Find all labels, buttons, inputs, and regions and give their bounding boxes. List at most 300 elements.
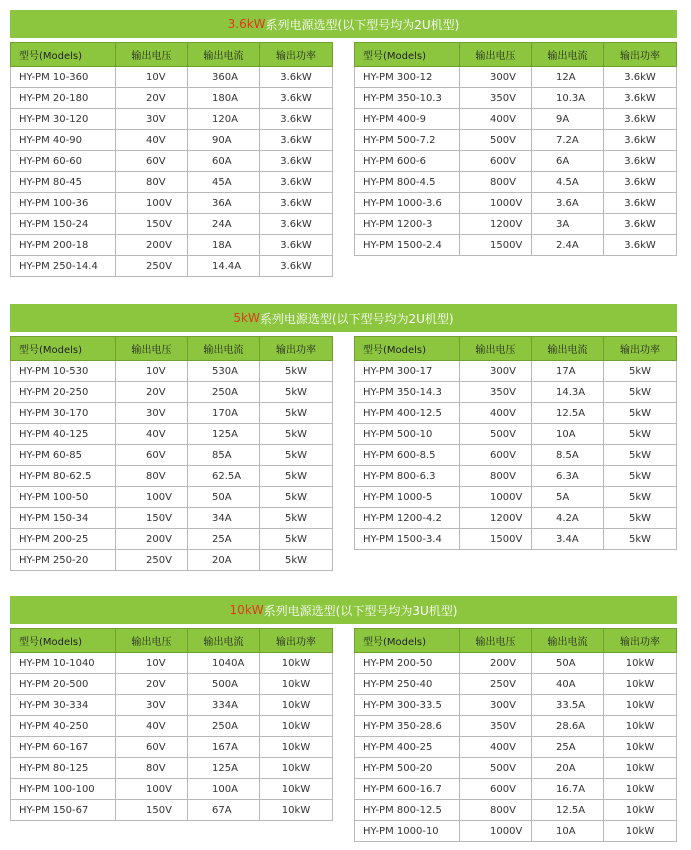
section-banner-10kw xyxy=(10,596,677,624)
table-row xyxy=(355,193,677,214)
table-row xyxy=(355,445,677,466)
table-row xyxy=(11,529,333,550)
table-row xyxy=(11,361,333,382)
cell-model: HY-PM 300-33.5 xyxy=(355,695,460,716)
cell-model: HY-PM 20-250 xyxy=(11,382,116,403)
header-voltage: 输出电压 xyxy=(116,43,188,67)
cell-model: HY-PM 500-10 xyxy=(355,424,460,445)
header-row xyxy=(355,337,677,361)
cell-voltage: 350V xyxy=(460,716,532,737)
cell-power: 5kW xyxy=(604,508,677,529)
table-row xyxy=(11,172,333,193)
cell-power: 3.6kW xyxy=(604,130,677,151)
cell-voltage: 40V xyxy=(116,716,188,737)
section-banner-5kw xyxy=(10,304,677,332)
cell-model: HY-PM 150-67 xyxy=(11,800,116,821)
cell-model: HY-PM 60-60 xyxy=(11,151,116,172)
cell-current: 360A xyxy=(188,67,260,88)
cell-voltage: 80V xyxy=(116,172,188,193)
cell-model: HY-PM 300-12 xyxy=(355,67,460,88)
table-row xyxy=(355,737,677,758)
banner-highlight: 10kW xyxy=(229,603,264,617)
cell-power: 5kW xyxy=(260,508,333,529)
cell-voltage: 20V xyxy=(116,88,188,109)
cell-current: 250A xyxy=(188,382,260,403)
cell-current: 500A xyxy=(188,674,260,695)
cell-current: 250A xyxy=(188,716,260,737)
cell-power: 10kW xyxy=(260,674,333,695)
cell-power: 10kW xyxy=(604,800,677,821)
cell-current: 180A xyxy=(188,88,260,109)
cell-power: 5kW xyxy=(604,361,677,382)
cell-voltage: 1000V xyxy=(460,193,532,214)
cell-current: 3A xyxy=(532,214,604,235)
cell-voltage: 1200V xyxy=(460,214,532,235)
table-row xyxy=(11,403,333,424)
cell-voltage: 30V xyxy=(116,109,188,130)
cell-power: 3.6kW xyxy=(604,151,677,172)
cell-current: 14.4A xyxy=(188,256,260,277)
cell-model: HY-PM 100-100 xyxy=(11,779,116,800)
cell-voltage: 1500V xyxy=(460,235,532,256)
header-power: 输出功率 xyxy=(260,43,333,67)
cell-model: HY-PM 1500-3.4 xyxy=(355,529,460,550)
cell-model: HY-PM 20-500 xyxy=(11,674,116,695)
cell-voltage: 1200V xyxy=(460,508,532,529)
cell-power: 10kW xyxy=(604,737,677,758)
header-model: 型号(Models) xyxy=(11,629,116,653)
cell-model: HY-PM 1000-3.6 xyxy=(355,193,460,214)
cell-voltage: 60V xyxy=(116,151,188,172)
cell-voltage: 100V xyxy=(116,487,188,508)
cell-model: HY-PM 80-62.5 xyxy=(11,466,116,487)
cell-voltage: 40V xyxy=(116,424,188,445)
cell-model: HY-PM 150-34 xyxy=(11,508,116,529)
cell-model: HY-PM 500-20 xyxy=(355,758,460,779)
header-voltage: 输出电压 xyxy=(460,629,532,653)
cell-current: 25A xyxy=(532,737,604,758)
cell-power: 5kW xyxy=(260,424,333,445)
cell-current: 125A xyxy=(188,424,260,445)
cell-current: 100A xyxy=(188,779,260,800)
cell-current: 36A xyxy=(188,193,260,214)
cell-power: 10kW xyxy=(604,695,677,716)
cell-voltage: 30V xyxy=(116,403,188,424)
cell-power: 3.6kW xyxy=(604,193,677,214)
table-row xyxy=(11,487,333,508)
cell-power: 3.6kW xyxy=(604,67,677,88)
cell-voltage: 800V xyxy=(460,172,532,193)
model-table xyxy=(10,42,333,277)
cell-power: 10kW xyxy=(604,674,677,695)
header-power: 输出功率 xyxy=(260,629,333,653)
cell-power: 5kW xyxy=(260,550,333,571)
cell-power: 3.6kW xyxy=(604,88,677,109)
cell-voltage: 100V xyxy=(116,779,188,800)
cell-current: 12A xyxy=(532,67,604,88)
cell-power: 5kW xyxy=(260,529,333,550)
banner-text: 系列电源选型(以下型号均为2U机型) xyxy=(265,17,460,32)
cell-power: 3.6kW xyxy=(260,172,333,193)
cell-current: 14.3A xyxy=(532,382,604,403)
cell-model: HY-PM 250-40 xyxy=(355,674,460,695)
cell-current: 24A xyxy=(188,214,260,235)
cell-voltage: 500V xyxy=(460,130,532,151)
cell-model: HY-PM 500-7.2 xyxy=(355,130,460,151)
cell-current: 12.5A xyxy=(532,403,604,424)
cell-power: 5kW xyxy=(260,382,333,403)
cell-voltage: 600V xyxy=(460,445,532,466)
cell-model: HY-PM 150-24 xyxy=(11,214,116,235)
cell-power: 5kW xyxy=(604,466,677,487)
section-banner-3.6kw xyxy=(10,10,677,38)
cell-power: 3.6kW xyxy=(604,235,677,256)
cell-current: 34A xyxy=(188,508,260,529)
table-row xyxy=(355,424,677,445)
cell-model: HY-PM 40-90 xyxy=(11,130,116,151)
table-row xyxy=(11,214,333,235)
cell-voltage: 300V xyxy=(460,67,532,88)
banner-highlight: 3.6kW xyxy=(227,17,266,31)
cell-power: 5kW xyxy=(260,445,333,466)
cell-voltage: 400V xyxy=(460,109,532,130)
cell-voltage: 300V xyxy=(460,361,532,382)
cell-model: HY-PM 400-12.5 xyxy=(355,403,460,424)
cell-voltage: 500V xyxy=(460,758,532,779)
cell-current: 1040A xyxy=(188,653,260,674)
cell-voltage: 400V xyxy=(460,403,532,424)
table-row xyxy=(355,758,677,779)
cell-current: 8.5A xyxy=(532,445,604,466)
cell-power: 5kW xyxy=(604,424,677,445)
cell-current: 4.5A xyxy=(532,172,604,193)
cell-power: 5kW xyxy=(260,487,333,508)
table-row xyxy=(11,550,333,571)
cell-current: 50A xyxy=(532,653,604,674)
cell-model: HY-PM 80-45 xyxy=(11,172,116,193)
cell-current: 90A xyxy=(188,130,260,151)
cell-power: 10kW xyxy=(260,695,333,716)
cell-current: 3.6A xyxy=(532,193,604,214)
cell-current: 530A xyxy=(188,361,260,382)
table-row xyxy=(355,821,677,842)
cell-current: 20A xyxy=(188,550,260,571)
cell-model: HY-PM 800-4.5 xyxy=(355,172,460,193)
table-row xyxy=(355,109,677,130)
table-row xyxy=(355,695,677,716)
header-model: 型号(Models) xyxy=(355,629,460,653)
header-row xyxy=(11,43,333,67)
header-voltage: 输出电压 xyxy=(116,629,188,653)
cell-current: 28.6A xyxy=(532,716,604,737)
header-model: 型号(Models) xyxy=(355,43,460,67)
banner-highlight: 5kW xyxy=(233,311,260,325)
table-row xyxy=(11,88,333,109)
model-table xyxy=(354,628,677,842)
cell-voltage: 1000V xyxy=(460,821,532,842)
table-row xyxy=(355,403,677,424)
cell-current: 18A xyxy=(188,235,260,256)
cell-power: 3.6kW xyxy=(260,67,333,88)
cell-model: HY-PM 60-167 xyxy=(11,737,116,758)
header-current: 输出电流 xyxy=(188,43,260,67)
table-row xyxy=(11,151,333,172)
cell-current: 7.2A xyxy=(532,130,604,151)
model-table xyxy=(354,336,677,550)
cell-model: HY-PM 800-12.5 xyxy=(355,800,460,821)
cell-power: 3.6kW xyxy=(260,214,333,235)
cell-current: 120A xyxy=(188,109,260,130)
cell-current: 10.3A xyxy=(532,88,604,109)
cell-current: 17A xyxy=(532,361,604,382)
cell-power: 5kW xyxy=(604,445,677,466)
cell-current: 167A xyxy=(188,737,260,758)
cell-power: 3.6kW xyxy=(260,130,333,151)
cell-model: HY-PM 400-9 xyxy=(355,109,460,130)
table-row xyxy=(355,130,677,151)
cell-voltage: 20V xyxy=(116,674,188,695)
header-current: 输出电流 xyxy=(532,337,604,361)
cell-voltage: 350V xyxy=(460,382,532,403)
cell-model: HY-PM 350-14.3 xyxy=(355,382,460,403)
cell-current: 16.7A xyxy=(532,779,604,800)
cell-current: 125A xyxy=(188,758,260,779)
cell-voltage: 100V xyxy=(116,193,188,214)
cell-power: 10kW xyxy=(260,800,333,821)
header-row xyxy=(355,629,677,653)
table-row xyxy=(355,466,677,487)
cell-current: 2.4A xyxy=(532,235,604,256)
cell-voltage: 80V xyxy=(116,466,188,487)
cell-current: 12.5A xyxy=(532,800,604,821)
header-voltage: 输出电压 xyxy=(116,337,188,361)
table-row xyxy=(11,508,333,529)
header-current: 输出电流 xyxy=(532,43,604,67)
cell-power: 10kW xyxy=(604,716,677,737)
cell-power: 10kW xyxy=(260,653,333,674)
cell-voltage: 10V xyxy=(116,67,188,88)
cell-current: 10A xyxy=(532,424,604,445)
banner-text: 系列电源选型(以下型号均为2U机型) xyxy=(259,311,454,326)
header-model: 型号(Models) xyxy=(355,337,460,361)
cell-power: 10kW xyxy=(604,779,677,800)
cell-power: 5kW xyxy=(604,487,677,508)
table-row xyxy=(11,67,333,88)
header-power: 输出功率 xyxy=(604,337,677,361)
cell-model: HY-PM 1500-2.4 xyxy=(355,235,460,256)
cell-model: HY-PM 80-125 xyxy=(11,758,116,779)
cell-voltage: 200V xyxy=(116,529,188,550)
cell-current: 170A xyxy=(188,403,260,424)
cell-model: HY-PM 30-170 xyxy=(11,403,116,424)
cell-model: HY-PM 200-50 xyxy=(355,653,460,674)
cell-model: HY-PM 1000-10 xyxy=(355,821,460,842)
cell-power: 3.6kW xyxy=(260,235,333,256)
cell-model: HY-PM 30-334 xyxy=(11,695,116,716)
table-row xyxy=(11,779,333,800)
cell-power: 5kW xyxy=(604,403,677,424)
table-row xyxy=(11,716,333,737)
cell-power: 10kW xyxy=(260,716,333,737)
cell-current: 40A xyxy=(532,674,604,695)
cell-voltage: 800V xyxy=(460,800,532,821)
table-row xyxy=(11,695,333,716)
header-current: 输出电流 xyxy=(532,629,604,653)
header-current: 输出电流 xyxy=(188,629,260,653)
header-row xyxy=(11,629,333,653)
table-row xyxy=(355,361,677,382)
cell-current: 5A xyxy=(532,487,604,508)
cell-power: 3.6kW xyxy=(260,88,333,109)
cell-model: HY-PM 800-6.3 xyxy=(355,466,460,487)
model-table xyxy=(10,628,333,821)
table-row xyxy=(11,674,333,695)
header-power: 输出功率 xyxy=(604,43,677,67)
cell-voltage: 400V xyxy=(460,737,532,758)
cell-power: 3.6kW xyxy=(260,109,333,130)
cell-voltage: 600V xyxy=(460,151,532,172)
table-row xyxy=(355,67,677,88)
cell-power: 10kW xyxy=(604,758,677,779)
cell-power: 5kW xyxy=(604,529,677,550)
cell-power: 3.6kW xyxy=(604,172,677,193)
table-row xyxy=(355,800,677,821)
cell-model: HY-PM 1000-5 xyxy=(355,487,460,508)
cell-voltage: 20V xyxy=(116,382,188,403)
table-row xyxy=(11,445,333,466)
table-row xyxy=(355,487,677,508)
cell-model: HY-PM 350-10.3 xyxy=(355,88,460,109)
cell-model: HY-PM 40-250 xyxy=(11,716,116,737)
table-row xyxy=(11,109,333,130)
cell-model: HY-PM 300-17 xyxy=(355,361,460,382)
table-row xyxy=(355,716,677,737)
table-row xyxy=(11,758,333,779)
table-row xyxy=(11,653,333,674)
cell-power: 10kW xyxy=(260,758,333,779)
cell-voltage: 200V xyxy=(116,235,188,256)
cell-model: HY-PM 60-85 xyxy=(11,445,116,466)
table-row xyxy=(355,674,677,695)
cell-model: HY-PM 100-50 xyxy=(11,487,116,508)
cell-current: 4.2A xyxy=(532,508,604,529)
header-row xyxy=(11,337,333,361)
cell-current: 85A xyxy=(188,445,260,466)
cell-current: 62.5A xyxy=(188,466,260,487)
cell-voltage: 350V xyxy=(460,88,532,109)
cell-model: HY-PM 30-120 xyxy=(11,109,116,130)
cell-power: 3.6kW xyxy=(604,214,677,235)
cell-model: HY-PM 10-1040 xyxy=(11,653,116,674)
header-model: 型号(Models) xyxy=(11,337,116,361)
header-power: 输出功率 xyxy=(604,629,677,653)
table-row xyxy=(11,193,333,214)
cell-power: 3.6kW xyxy=(260,256,333,277)
table-row xyxy=(11,382,333,403)
table-row xyxy=(355,214,677,235)
header-voltage: 输出电压 xyxy=(460,43,532,67)
cell-model: HY-PM 600-8.5 xyxy=(355,445,460,466)
cell-current: 67A xyxy=(188,800,260,821)
cell-current: 334A xyxy=(188,695,260,716)
cell-current: 10A xyxy=(532,821,604,842)
cell-model: HY-PM 1200-3 xyxy=(355,214,460,235)
cell-model: HY-PM 250-14.4 xyxy=(11,256,116,277)
cell-voltage: 250V xyxy=(460,674,532,695)
model-table xyxy=(10,336,333,571)
table-row xyxy=(11,424,333,445)
table-row xyxy=(11,737,333,758)
cell-power: 10kW xyxy=(604,653,677,674)
header-current: 输出电流 xyxy=(188,337,260,361)
cell-voltage: 10V xyxy=(116,653,188,674)
cell-voltage: 200V xyxy=(460,653,532,674)
cell-voltage: 60V xyxy=(116,445,188,466)
cell-power: 5kW xyxy=(260,361,333,382)
cell-model: HY-PM 40-125 xyxy=(11,424,116,445)
table-row xyxy=(11,130,333,151)
cell-current: 60A xyxy=(188,151,260,172)
cell-voltage: 250V xyxy=(116,256,188,277)
banner-text: 系列电源选型(以下型号均为3U机型) xyxy=(263,603,458,618)
table-row xyxy=(355,88,677,109)
table-row xyxy=(11,466,333,487)
table-row xyxy=(355,382,677,403)
cell-model: HY-PM 10-530 xyxy=(11,361,116,382)
cell-model: HY-PM 350-28.6 xyxy=(355,716,460,737)
table-row xyxy=(355,235,677,256)
table-row xyxy=(355,653,677,674)
header-row xyxy=(355,43,677,67)
header-model: 型号(Models) xyxy=(11,43,116,67)
cell-model: HY-PM 400-25 xyxy=(355,737,460,758)
model-table xyxy=(354,42,677,256)
cell-current: 50A xyxy=(188,487,260,508)
cell-voltage: 150V xyxy=(116,508,188,529)
cell-power: 5kW xyxy=(260,466,333,487)
table-row xyxy=(355,508,677,529)
cell-voltage: 300V xyxy=(460,695,532,716)
cell-model: HY-PM 1200-4.2 xyxy=(355,508,460,529)
header-power: 输出功率 xyxy=(260,337,333,361)
cell-voltage: 40V xyxy=(116,130,188,151)
cell-model: HY-PM 100-36 xyxy=(11,193,116,214)
table-row xyxy=(11,800,333,821)
cell-voltage: 600V xyxy=(460,779,532,800)
cell-current: 20A xyxy=(532,758,604,779)
cell-power: 3.6kW xyxy=(604,109,677,130)
cell-voltage: 800V xyxy=(460,466,532,487)
cell-voltage: 1000V xyxy=(460,487,532,508)
cell-current: 3.4A xyxy=(532,529,604,550)
cell-voltage: 80V xyxy=(116,758,188,779)
cell-voltage: 10V xyxy=(116,361,188,382)
cell-current: 6.3A xyxy=(532,466,604,487)
table-row xyxy=(355,151,677,172)
cell-current: 33.5A xyxy=(532,695,604,716)
cell-power: 3.6kW xyxy=(260,193,333,214)
cell-voltage: 150V xyxy=(116,214,188,235)
cell-power: 10kW xyxy=(260,737,333,758)
cell-current: 9A xyxy=(532,109,604,130)
cell-power: 10kW xyxy=(260,779,333,800)
cell-power: 5kW xyxy=(260,403,333,424)
header-voltage: 输出电压 xyxy=(460,337,532,361)
cell-voltage: 150V xyxy=(116,800,188,821)
cell-current: 6A xyxy=(532,151,604,172)
cell-model: HY-PM 250-20 xyxy=(11,550,116,571)
cell-voltage: 500V xyxy=(460,424,532,445)
